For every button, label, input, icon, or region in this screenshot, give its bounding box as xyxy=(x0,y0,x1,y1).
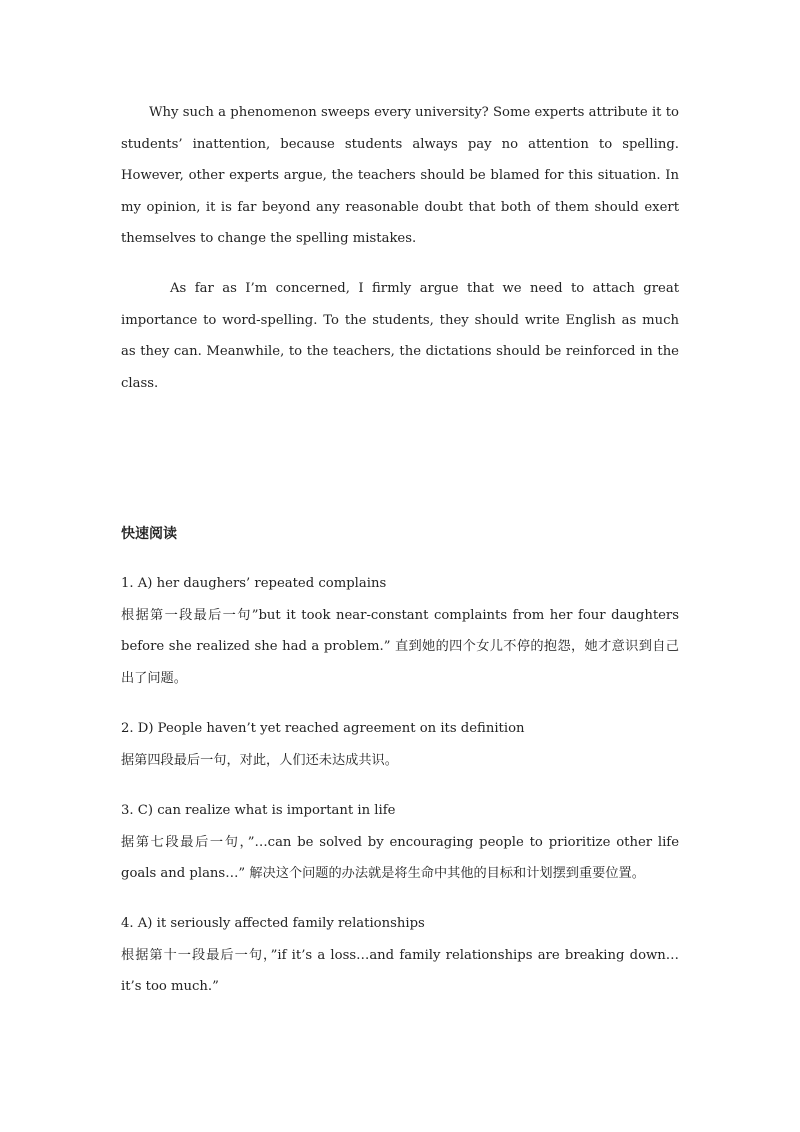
body-paragraph-1: Why such a phenomenon sweeps every university? Some experts attribute it to students’ inattention, because students always pay no attention to spelling. However, other experts argue, the teachers should be blamed for this situation. In my opinion, it is far beyond any reasonable doubt that both of them should exert themselves to change the spelling mistakes. xyxy=(121,105,679,246)
answer-question: 3. C) can realize what is important in life xyxy=(121,803,396,818)
answer-question: 2. D) People haven’t yet reached agreement on its definition xyxy=(121,721,525,736)
section-heading: 快速阅读 xyxy=(121,526,177,542)
answer-item-4 xyxy=(121,908,679,1003)
answer-item-1 xyxy=(121,568,679,694)
answer-item-2 xyxy=(121,713,679,776)
answer-explanation: 据第四段最后一句，对此，人们还未达成共识。 xyxy=(121,752,398,768)
answer-item-3 xyxy=(121,795,679,890)
answer-question: 4. A) it seriously affected family relationships xyxy=(121,916,425,931)
answer-explanation: 根据第十一段最后一句，”if it’s a loss…and family relationships are breaking down…it’s too much.” xyxy=(121,947,679,994)
answer-explanation: 根据第一段最后一句”but it took near-constant complaints from her four daughters before she realized she had a problem.” 直到她的四个女儿不停的抱怨，她才意识到自己出了问题。 xyxy=(121,607,679,686)
body-paragraph-2: As far as I’m concerned, I firmly argue that we need to attach great importance to word-spelling. To the students, they should write English as much as they can. Meanwhile, to the teachers, the dictations should be reinforced in the class. xyxy=(121,281,679,391)
answer-question: 1. A) her daughers’ repeated complains xyxy=(121,576,387,591)
answer-explanation: 据第七段最后一句，”…can be solved by encouraging people to prioritize other life goals and plans…” 解决这个问题的办法就是将生命中其他的目标和计划摆到重要位置。 xyxy=(121,834,679,881)
